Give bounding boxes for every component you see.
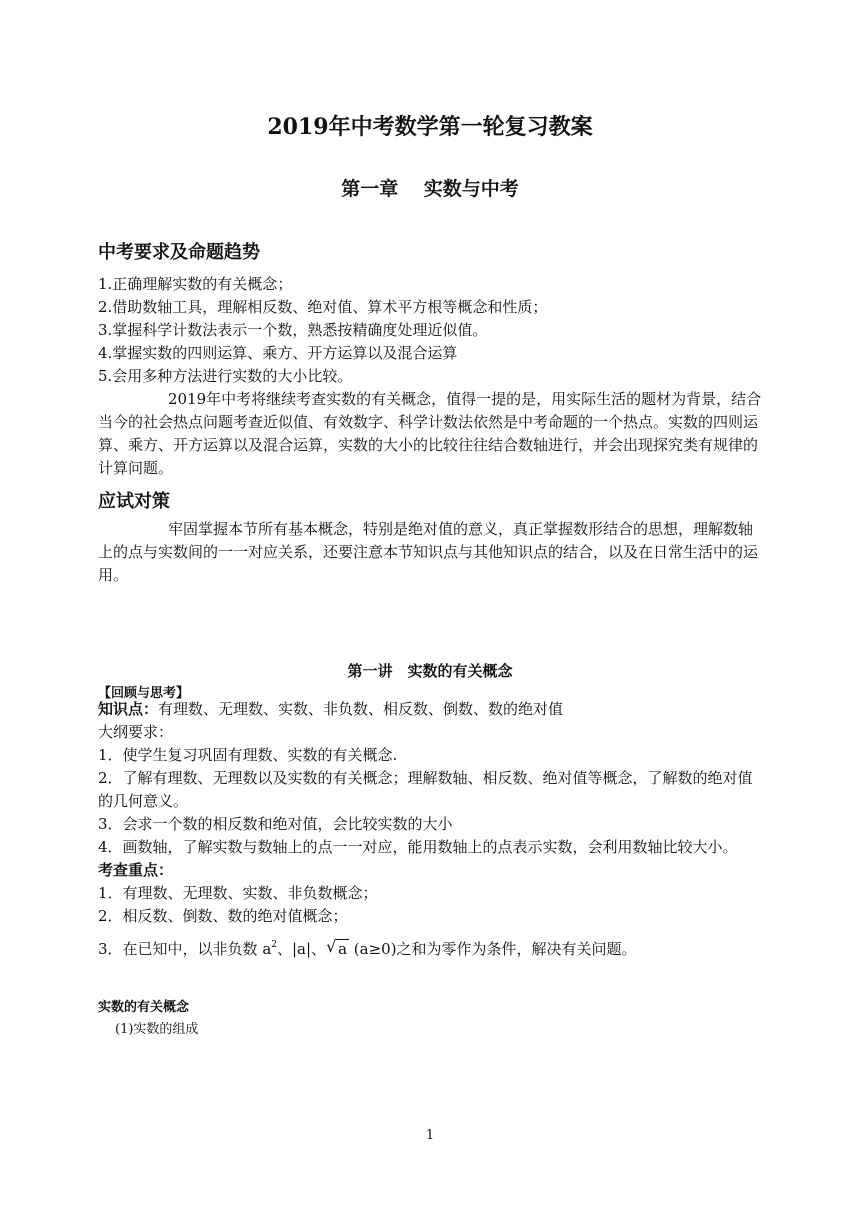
requirements-block: [98, 273, 766, 480]
square-root-icon: √ a: [326, 937, 348, 958]
focus-item: 2．相反数、倒数、数的绝对值概念；: [98, 907, 348, 925]
document-title: 2019年中考数学第一轮复习教案: [267, 114, 593, 140]
strategy-paragraph: 牢固掌握本节所有基本概念，特别是绝对值的意义，真正掌握数形结合的思想，理解数轴上的点与实数间的一一对应关系，还要注意本节知识点与其他知识点的结合，以及在日常生活中的运用。: [98, 520, 759, 584]
chapter-title: 第一章 实数与中考: [341, 178, 519, 200]
requirement-item: 4.掌握实数的四则运算、乘方、开方运算以及混合运算: [98, 344, 458, 362]
outline-label: 大纲要求：: [98, 723, 174, 741]
trend-paragraph: 2019年中考将继续考查实数的有关概念，值得一提的是，用实际生活的题材为背景，结合当今的社会热点问题考查近似值、有效数字、科学计数法依然是中考命题的一个热点。实数的四则运算、乘方、开方运算以及混合运算，实数的大小的比较往往结合数轴进行，并会出现探究类有规律的计算问题。: [98, 390, 762, 477]
knowledge-points-label: 知识点：: [98, 700, 159, 718]
requirement-item: 3.掌握科学计数法表示一个数，熟悉按精确度处理近似值。: [98, 321, 488, 339]
section-heading-strategy: 应试对策: [98, 491, 170, 512]
outline-item: 1．使学生复习巩固有理数、实数的有关概念.: [98, 746, 398, 764]
knowledge-points-text: 有理数、无理数、实数、非负数、相反数、倒数、数的绝对值: [158, 700, 564, 718]
lecture-title: 第一讲 实数的有关概念: [347, 662, 513, 680]
lecture-block: [98, 698, 766, 961]
concepts-label: 实数的有关概念: [98, 1000, 190, 1015]
radicand: a: [338, 940, 348, 958]
requirement-item: 1.正确理解实数的有关概念；: [98, 275, 293, 293]
outline-item: 4．画数轴，了解实数与数轴上的点一一对应，能用数轴上的点表示实数，会利用数轴比较大小。: [98, 838, 738, 856]
page-number: 1: [425, 1128, 435, 1143]
focus-item: 1．有理数、无理数、实数、非负数概念；: [98, 884, 378, 902]
concepts-subitem: (1)实数的组成: [115, 1022, 199, 1037]
focus3-suffix: (a≥0)之和为零作为条件，解决有关问题。: [349, 940, 637, 958]
superscript-two: 2: [271, 940, 277, 950]
review-label: 【回顾与思考】: [98, 686, 190, 701]
focus3-prefix: 3．在已知中，以非负数 a: [98, 940, 272, 958]
requirement-item: 5.会用多种方法进行实数的大小比较。: [98, 367, 353, 385]
focus3-abs: 、|a|、: [277, 940, 327, 958]
focus-item-3: [98, 934, 766, 961]
outline-item: 3．会求一个数的相反数和绝对值，会比较实数的大小: [98, 815, 453, 833]
section-heading-requirements: 中考要求及命题趋势: [98, 242, 260, 263]
knowledge-points: [98, 698, 766, 721]
strategy-block: [98, 518, 766, 587]
outline-item: 2．了解有理数、无理数以及实数的有关概念；理解数轴、相反数、绝对值等概念，了解数的绝对值的几何意义。: [98, 769, 753, 810]
requirement-item: 2.借助数轴工具，理解相反数、绝对值、算术平方根等概念和性质；: [98, 298, 548, 316]
focus-label: 考查重点：: [98, 861, 174, 879]
